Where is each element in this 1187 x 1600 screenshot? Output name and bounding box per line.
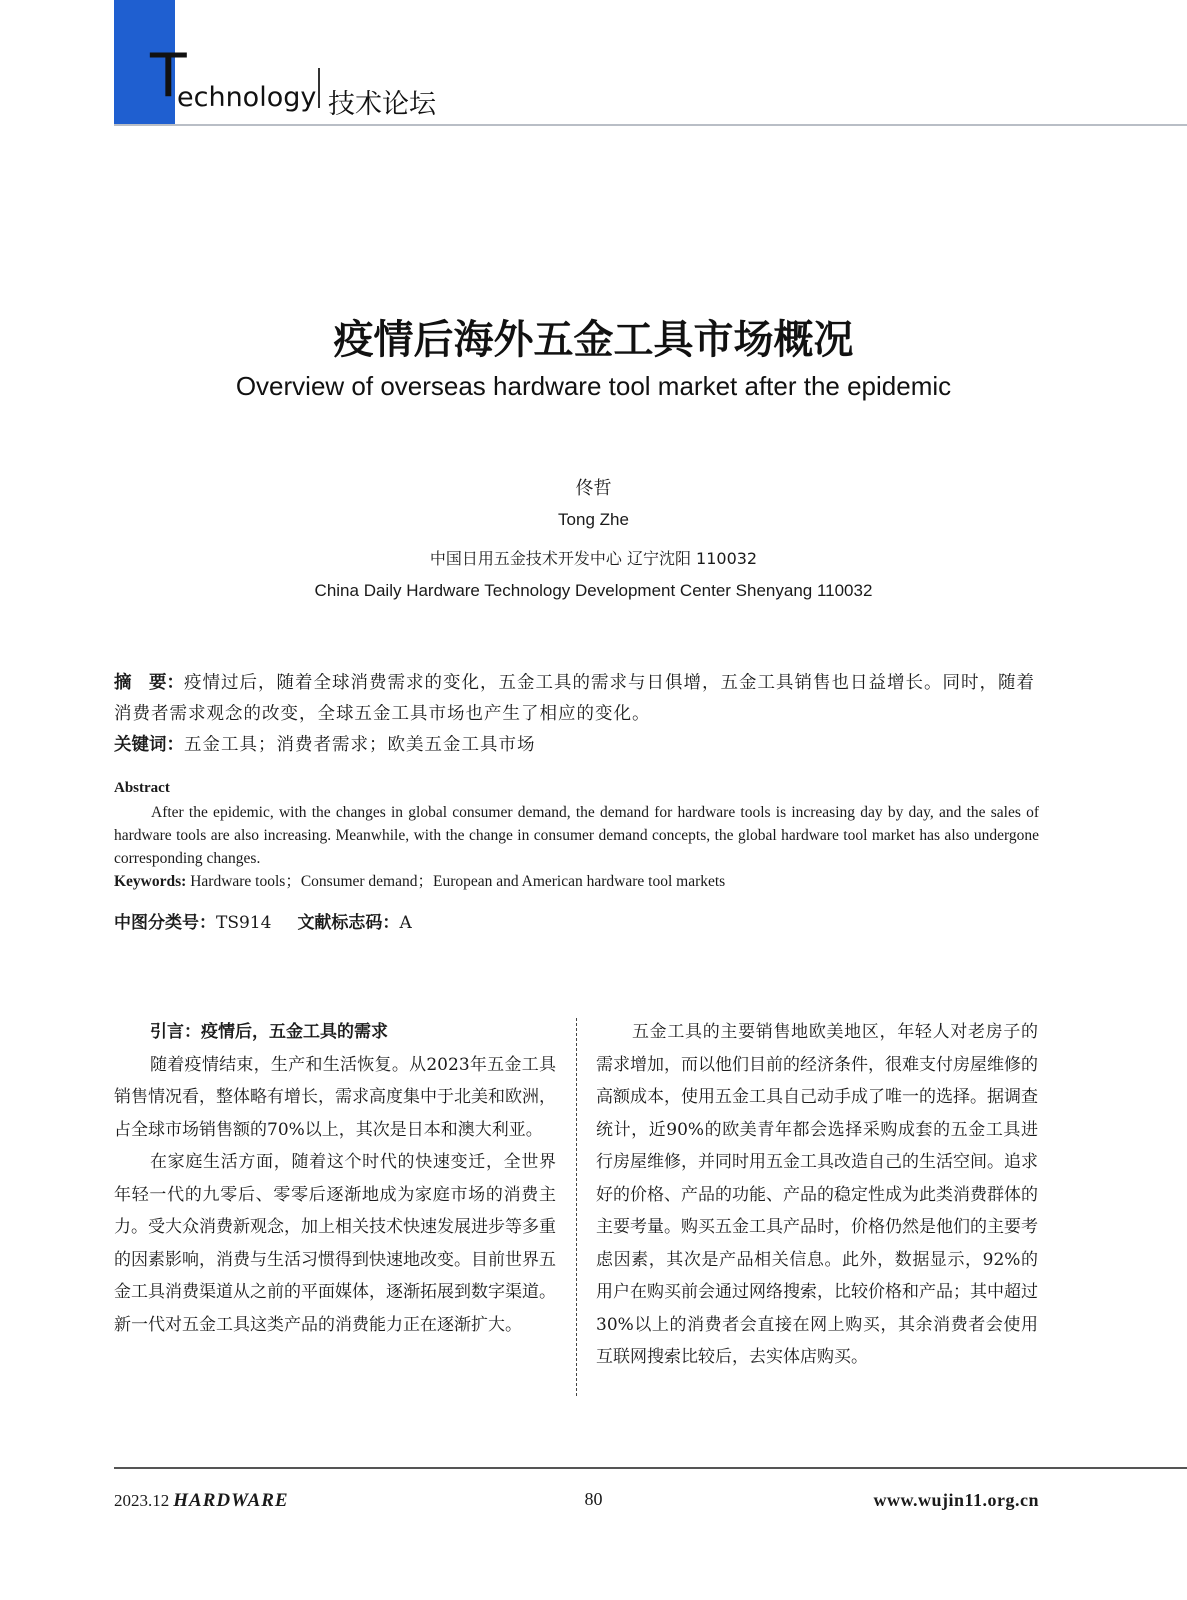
page-number: 80 bbox=[584, 1489, 603, 1509]
classification-line bbox=[114, 908, 412, 933]
affiliation-en: China Daily Hardware Technology Development Center Shenyang 110032 bbox=[314, 581, 873, 600]
abstract-en-heading: Abstract bbox=[114, 780, 170, 796]
body-paragraph: 五金工具的主要销售地欧美地区，年轻人对老房子的需求增加，而以他们目前的经济条件，很难支付房屋维修的高额成本，使用五金工具自己动手成了唯一的选择。据调查统计，近90%的欧美青年都会选择采购成套的五金工具进行房屋维修，并同时用五金工具改造自己的生活空间。追求好的价格、产品的功能、产品的稳定性成为此类消费群体的主要考量。购买五金工具产品时，价格仍然是他们的主要考虑因素，其次是产品相关信息。此外，数据显示，92%的用户在购买前会通过网络搜索，比较价格和产品；其中超过30%以上的消费者会直接在网上购买，其余消费者会使用互联网搜索比较后，去实体店购买。 bbox=[596, 1022, 1038, 1367]
body-paragraph: 在家庭生活方面，随着这个时代的快速变迁，全世界年轻一代的九零后、零零后逐渐地成为家庭市场的消费主力。受大众消费新观念，加上相关技术快速发展进步等多重的因素影响，消费与生活习惯得到快速地改变。目前世界五金工具消费渠道从之前的平面媒体，逐渐拓展到数字渠道。新一代对五金工具这类产品的消费能力正在逐渐扩大。 bbox=[114, 1152, 556, 1335]
clc-label: 中图分类号： bbox=[114, 913, 216, 933]
column-divider bbox=[576, 1018, 577, 1396]
body-column-right bbox=[596, 1016, 1038, 1374]
article-title-en: Overview of overseas hardware tool market after the epidemic bbox=[235, 371, 952, 401]
clc-value: TS914 bbox=[216, 913, 272, 933]
article-title-cn: 疫情后海外五金工具市场概况 bbox=[333, 317, 854, 363]
abstract-cn-text: 疫情过后，随着全球消费需求的变化，五金工具的需求与日俱增，五金工具销售也日益增长。同时，随着消费者需求观念的改变，全球五金工具市场也产生了相应的变化。 bbox=[114, 673, 1035, 724]
keywords-cn bbox=[114, 730, 1042, 761]
keywords-en-text: Hardware tools；Consumer demand；European and American hardware tool markets bbox=[190, 873, 726, 890]
keywords-cn-label: 关键词： bbox=[114, 735, 184, 755]
body-paragraph: 随着疫情结束，生产和生活恢复。从2023年五金工具销售情况看，整体略有增长，需求高度集中于北美和欧洲，占全球市场销售额的70%以上，其次是日本和澳大利亚。 bbox=[114, 1054, 556, 1140]
header-brand-initial: T bbox=[150, 41, 187, 111]
keywords-en bbox=[114, 870, 1039, 893]
header-divider bbox=[318, 68, 320, 108]
abstract-en-text: After the epidemic, with the changes in global consumer demand, the demand for hardware tools is increasing day by day, and the sales of hardware tools are also increasing. Meanwhile, with the change in consumer demand concepts, the global hardware tool market has also undergone corresponding changes. bbox=[114, 804, 1039, 867]
footer-magazine-name: HARDWARE bbox=[173, 1490, 289, 1511]
author-name-cn: 佟哲 bbox=[575, 478, 612, 499]
abstract-cn bbox=[114, 668, 1042, 730]
section-heading: 引言：疫情后，五金工具的需求 bbox=[150, 1022, 388, 1042]
footer-url[interactable]: www.wujin11.org.cn bbox=[873, 1490, 1039, 1510]
author-name-en: Tong Zhe bbox=[558, 510, 629, 529]
header-brand-text: echnology bbox=[177, 82, 317, 113]
keywords-en-label: Keywords: bbox=[114, 873, 187, 890]
header-section-title: 技术论坛 bbox=[328, 89, 436, 120]
doc-code-value: A bbox=[399, 913, 412, 933]
footer-issue-date: 2023.12 bbox=[114, 1491, 170, 1510]
doc-code-label: 文献标志码： bbox=[297, 913, 400, 933]
abstract-cn-label: 摘 要： bbox=[114, 673, 184, 693]
keywords-cn-text: 五金工具；消费者需求；欧美五金工具市场 bbox=[184, 735, 536, 755]
affiliation-cn: 中国日用五金技术开发中心 辽宁沈阳 110032 bbox=[429, 549, 758, 568]
body-column-left bbox=[114, 1016, 556, 1341]
footer-rule bbox=[114, 1467, 1187, 1469]
header-rule bbox=[114, 124, 1187, 126]
